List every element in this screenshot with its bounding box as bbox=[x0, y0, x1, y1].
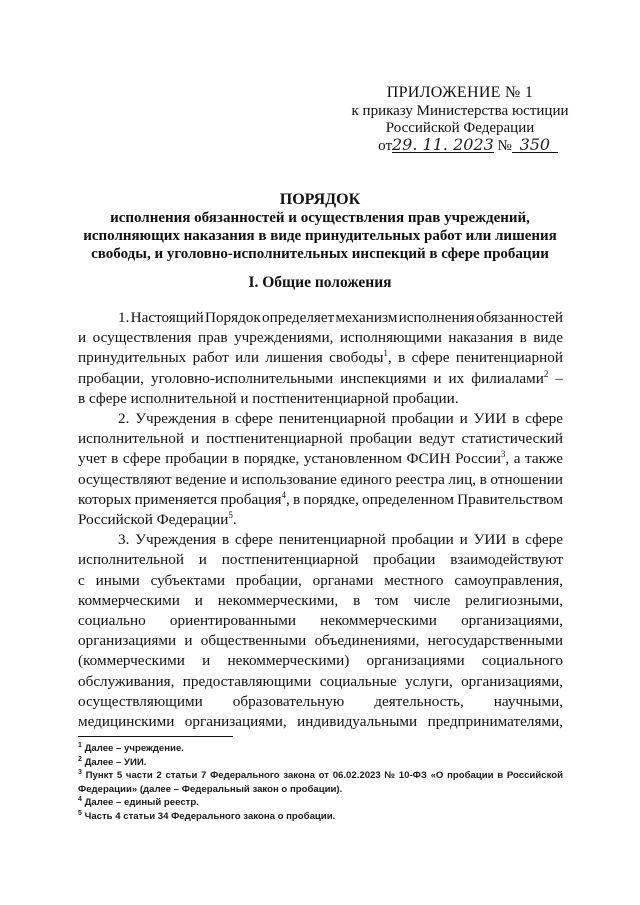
body-line bbox=[78, 429, 563, 449]
text-run: Часть 4 статьи 34 Федерального закона о пробации. bbox=[81, 811, 336, 822]
body-line bbox=[78, 328, 563, 348]
text-run: в сфере исполнительной и постпенитенциарной пробации. bbox=[78, 389, 459, 407]
body-line bbox=[118, 308, 563, 328]
handwritten-number: 350 bbox=[512, 137, 558, 153]
footnote bbox=[78, 769, 563, 783]
footnote bbox=[78, 810, 563, 824]
appendix-federation-line: Российской Федерации bbox=[385, 120, 535, 136]
body-line bbox=[78, 692, 563, 712]
document-subtitle-1: исполнения обязанностей и осуществления прав учреждений, bbox=[110, 210, 530, 226]
text-run: 2. Учреждения в сфере пенитенциарной пробации и УИИ в сфере bbox=[118, 410, 563, 427]
text-run: Российской Федерации bbox=[78, 511, 229, 528]
body-line bbox=[78, 712, 563, 732]
body-line bbox=[78, 611, 563, 631]
appendix-title: ПРИЛОЖЕНИЕ № 1 bbox=[386, 84, 534, 101]
appendix-date-line bbox=[328, 137, 608, 155]
text-run: организациями и общественными объединениями, негосударственными bbox=[78, 632, 563, 650]
body-line bbox=[118, 530, 563, 550]
handwritten-date: 29. 11. 2023 bbox=[392, 135, 494, 154]
text-run: осуществляют ведение и использование единого реестра лиц, в отношении bbox=[78, 470, 563, 488]
text-run: которых применяется пробация bbox=[78, 490, 282, 508]
text-run: . bbox=[232, 511, 237, 528]
footnote-ref: 4 bbox=[78, 796, 82, 804]
footnote-ref: 3 bbox=[500, 449, 506, 460]
body-line bbox=[78, 591, 563, 611]
text-run: 1. Настоящий Порядок определяет механизм исполнения обязанностей bbox=[118, 309, 563, 326]
text-run: , а также bbox=[505, 450, 564, 468]
text-run: Федерации» (далее – Федеральный закон о пробации). bbox=[78, 783, 343, 795]
text-run: 3. Учреждения в сфере пенитенциарной пробации и УИИ в сфере bbox=[118, 531, 563, 549]
body-line bbox=[78, 550, 563, 570]
text-run: осуществляющими образовательную деятельность, научными, bbox=[78, 692, 563, 710]
text-run: коммерческими и некоммерческими, в том числе религиозными, bbox=[78, 591, 563, 609]
text-run: социально ориентированными некоммерческими организациями, bbox=[78, 612, 563, 629]
footnote-ref: 5 bbox=[228, 510, 233, 520]
footnote bbox=[78, 783, 563, 797]
footnote-ref: 3 bbox=[78, 769, 82, 777]
body-line bbox=[78, 449, 563, 469]
body-line bbox=[78, 672, 563, 692]
footnote-ref: 4 bbox=[281, 489, 286, 500]
body-line bbox=[78, 490, 563, 510]
text-run: исполнительной и постпенитенциарной пробации ведут статистический bbox=[78, 430, 563, 448]
number-label: № bbox=[497, 138, 512, 154]
document-subtitle-2: исполняющих наказания в виде принудительных работ или лишения bbox=[83, 228, 557, 244]
text-run: (коммерческими и некоммерческими) организациями социального bbox=[78, 652, 563, 670]
body-line bbox=[78, 571, 563, 591]
text-run: – bbox=[548, 369, 563, 387]
footnote-ref: 1 bbox=[78, 742, 82, 749]
text-run: Далее – единый реестр. bbox=[81, 797, 199, 809]
document-title: ПОРЯДОК bbox=[279, 191, 361, 208]
text-run: исполнительной и постпенитенциарной пробации взаимодействуют bbox=[78, 551, 563, 569]
body-line bbox=[78, 470, 563, 490]
text-run: , в порядке, определенном Правительством bbox=[285, 490, 563, 508]
from-label: от bbox=[378, 138, 392, 154]
footnote bbox=[78, 796, 563, 810]
body-line bbox=[78, 651, 563, 671]
section-heading: I. Общие положения bbox=[248, 274, 392, 291]
body-line bbox=[78, 631, 563, 651]
footnote bbox=[78, 742, 563, 756]
text-run: с иными субъектами пробации, органами местного самоуправления, bbox=[78, 571, 563, 589]
text-run: , в сфере пенитенциарной bbox=[387, 349, 563, 367]
body-line bbox=[78, 369, 563, 389]
text-run: пробации, уголовно-исполнительными инспекциями и их филиалами bbox=[78, 369, 544, 387]
text-run: медицинскими организациями, индивидуальными предпринимателями, bbox=[78, 713, 563, 730]
text-run: Пункт 5 части 2 статьи 7 Федерального закона от 06.02.2023 № 10-ФЗ «О пробации в Российской bbox=[81, 770, 563, 782]
footnote-ref: 5 bbox=[78, 810, 82, 817]
footnote-ref: 2 bbox=[78, 755, 82, 763]
text-run: принудительных работ или лишения свободы bbox=[78, 349, 384, 367]
body-line bbox=[78, 389, 563, 409]
footnote-ref: 1 bbox=[383, 348, 388, 359]
document-subtitle-3: свободы, и уголовно-исполнительных инспекций в сфере пробации bbox=[91, 246, 549, 262]
footnote bbox=[78, 756, 563, 770]
appendix-order-line: к приказу Министерства юстиции bbox=[351, 103, 569, 119]
text-run: учет в сфере пробации в порядке, установленном ФСИН России bbox=[78, 450, 501, 468]
body-line bbox=[78, 348, 563, 368]
body-line bbox=[118, 409, 563, 429]
text-run: и осуществления прав учреждениями, исполняющими наказания в виде bbox=[78, 329, 563, 347]
body-line bbox=[78, 510, 563, 530]
text-run: Далее – учреждение. bbox=[81, 743, 184, 754]
text-run: Далее – УИИ. bbox=[81, 756, 147, 768]
text-run: обслуживания, предоставляющими социальные услуги, организациями, bbox=[78, 672, 563, 690]
footnote-divider bbox=[78, 736, 233, 737]
footnote-ref: 2 bbox=[543, 368, 549, 379]
